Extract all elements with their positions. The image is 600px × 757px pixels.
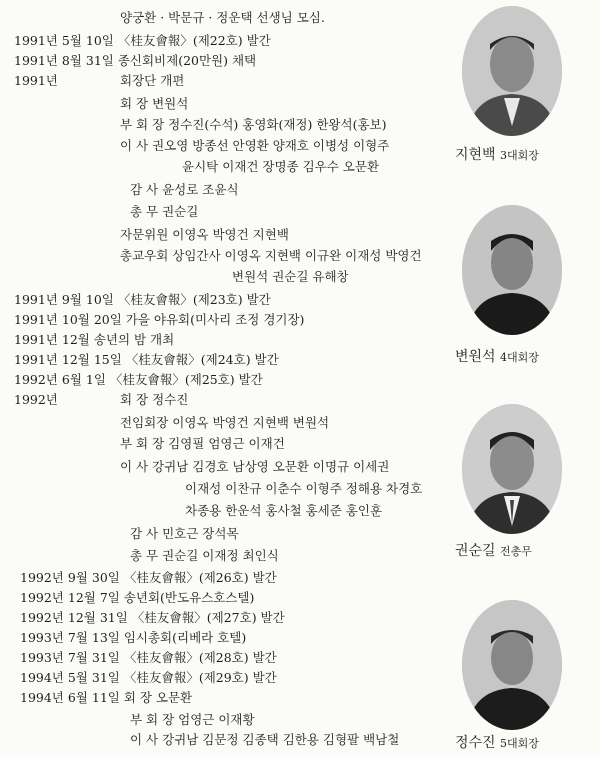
chronicle-line: 1991년 10월 20일 가을 야유회(미사리 조정 경기장) bbox=[14, 312, 305, 327]
caption-role: 4대회장 bbox=[500, 351, 539, 364]
portrait-caption-2 bbox=[455, 348, 585, 368]
chronicle-line: 양궁환 · 박문규 · 정운택 선생님 모심. bbox=[120, 10, 325, 25]
chronicle-line: 총 무 권순길 bbox=[130, 204, 199, 219]
portrait-caption-1 bbox=[455, 146, 585, 166]
portrait-caption-4 bbox=[455, 734, 585, 754]
chronicle-line: 회장단 개편 bbox=[120, 73, 185, 88]
chronicle-line: 부 회 장 정수진(수석) 홍영화(재정) 한왕석(홍보) bbox=[120, 117, 387, 132]
chronicle-line: 이 사 강귀남 김문정 김종택 김한용 김형팔 백남철 bbox=[130, 732, 400, 747]
portrait-photo-2 bbox=[462, 205, 562, 335]
caption-name: 지현백 bbox=[455, 147, 496, 163]
chronicle-line: 이재성 이찬규 이춘수 이형주 정해용 차경호 bbox=[185, 481, 423, 496]
chronicle-line: 1991년 5월 10일 〈桂友會報〉(제22호) 발간 bbox=[14, 33, 271, 48]
chronicle-line: 차종용 한운석 홍사철 홍세준 홍인훈 bbox=[185, 503, 383, 518]
chronicle-line: 1992년 bbox=[14, 392, 58, 407]
chronicle-line: 이 사 권오영 방종선 안영환 양재호 이병성 이형주 bbox=[120, 138, 390, 153]
portrait-photo-4 bbox=[462, 600, 562, 730]
caption-role: 5대회장 bbox=[500, 737, 539, 750]
caption-name: 권순길 bbox=[455, 543, 496, 559]
chronicle-line: 1992년 12월 7일 송년회(반도유스호스텔) bbox=[20, 590, 255, 605]
chronicle-line: 1991년 8월 31일 종신회비제(20만원) 채택 bbox=[14, 53, 257, 68]
caption-role: 전총무 bbox=[500, 545, 532, 558]
chronicle-line: 회 장 정수진 bbox=[120, 392, 189, 407]
portrait-caption-3 bbox=[455, 542, 585, 562]
chronicle-line: 총 무 권순길 이재정 최인식 bbox=[130, 548, 279, 563]
chronicle-line: 1994년 6월 11일 회 장 오문환 bbox=[20, 690, 193, 705]
chronicle-line: 부 회 장 김영필 엄영근 이재건 bbox=[120, 436, 285, 451]
chronicle-line: 변원석 권순길 유해창 bbox=[232, 269, 349, 284]
chronicle-line: 1991년 12월 송년의 밤 개최 bbox=[14, 332, 175, 347]
chronicle-line: 감 사 윤성로 조윤식 bbox=[130, 182, 239, 197]
chronicle-line: 1992년 6월 1일 〈桂友會報〉(제25호) 발간 bbox=[14, 372, 263, 387]
chronicle-line: 1993년 7월 13일 임시총회(리베라 호텔) bbox=[20, 630, 247, 645]
chronicle-line: 자문위원 이영옥 박영건 지현백 bbox=[120, 227, 289, 242]
caption-role: 3대회장 bbox=[500, 149, 539, 162]
chronicle-line: 전임회장 이영옥 박영건 지현백 변원석 bbox=[120, 415, 330, 430]
chronicle-line: 총교우회 상임간사 이영옥 지현백 이규완 이재성 박영건 bbox=[120, 248, 422, 263]
portrait-photo-1 bbox=[462, 6, 562, 136]
chronicle-line: 1991년 9월 10일 〈桂友會報〉(제23호) 발간 bbox=[14, 292, 271, 307]
chronicle-line: 회 장 변원석 bbox=[120, 96, 189, 111]
chronicle-line: 부 회 장 엄영근 이재황 bbox=[130, 712, 255, 727]
portrait-photo-3 bbox=[462, 404, 562, 534]
chronicle-line: 1994년 5월 31일 〈桂友會報〉(제29호) 발간 bbox=[20, 670, 277, 685]
caption-name: 변원석 bbox=[455, 349, 496, 365]
chronicle-line: 1991년 12월 15일 〈桂友會報〉(제24호) 발간 bbox=[14, 352, 279, 367]
chronicle-line: 윤시탁 이재건 장명종 김우수 오문환 bbox=[182, 159, 380, 174]
chronicle-line: 1991년 bbox=[14, 73, 58, 88]
caption-name: 정수진 bbox=[455, 735, 496, 751]
chronicle-line: 감 사 민호근 장석목 bbox=[130, 526, 239, 541]
chronicle-line: 1993년 7월 31일 〈桂友會報〉(제28호) 발간 bbox=[20, 650, 277, 665]
chronicle-line: 이 사 강귀남 김경호 남상영 오문환 이명규 이세권 bbox=[120, 459, 390, 474]
chronicle-line: 1992년 9월 30일 〈桂友會報〉(제26호) 발간 bbox=[20, 570, 277, 585]
chronicle-line: 1992년 12월 31일 〈桂友會報〉(제27호) 발간 bbox=[20, 610, 285, 625]
